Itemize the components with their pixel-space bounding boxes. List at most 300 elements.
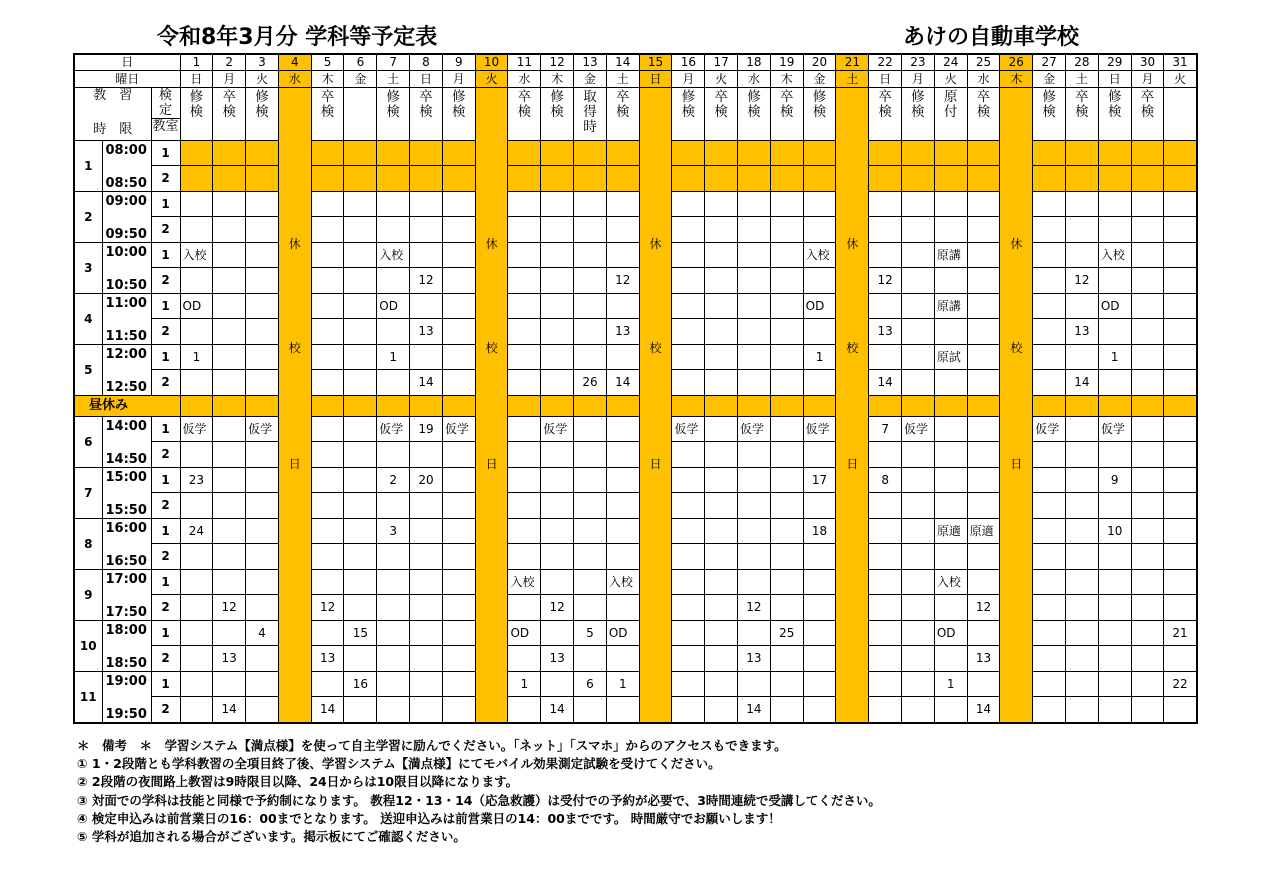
note-line: ① 1・2段階とも学科教習の全項目終了後、学習システム【満点様】にてモバイル効果測定試験を受けてください。 bbox=[77, 756, 721, 772]
schedule-cell bbox=[574, 493, 607, 519]
schedule-cell bbox=[934, 697, 967, 724]
schedule-cell bbox=[213, 442, 246, 468]
schedule-cell bbox=[869, 646, 902, 672]
period-start: 08:00 bbox=[105, 142, 147, 158]
schedule-cell bbox=[967, 621, 1000, 646]
classroom-number: 2 bbox=[151, 166, 180, 192]
schedule-cell bbox=[541, 468, 574, 493]
lunch-cell bbox=[770, 396, 803, 417]
schedule-cell: 原試 bbox=[934, 345, 967, 370]
schedule-cell bbox=[606, 417, 639, 442]
schedule-cell bbox=[377, 595, 410, 621]
schedule-cell bbox=[213, 544, 246, 570]
classroom-number: 1 bbox=[151, 468, 180, 493]
schedule-cell bbox=[1164, 570, 1197, 595]
schedule-cell bbox=[442, 442, 475, 468]
weekday: 木 bbox=[770, 71, 803, 88]
schedule-cell bbox=[246, 166, 279, 192]
day-number: 4 bbox=[278, 54, 311, 71]
day-number: 26 bbox=[1000, 54, 1033, 71]
schedule-cell bbox=[1164, 294, 1197, 319]
schedule-cell bbox=[541, 370, 574, 396]
schedule-cell bbox=[311, 166, 344, 192]
schedule-cell bbox=[180, 493, 213, 519]
schedule-cell bbox=[672, 570, 705, 595]
lunch-cell bbox=[344, 396, 377, 417]
schedule-cell bbox=[705, 166, 738, 192]
schedule-cell bbox=[442, 243, 475, 268]
schedule-cell bbox=[377, 697, 410, 724]
schedule-cell bbox=[246, 192, 279, 217]
schedule-cell bbox=[869, 519, 902, 544]
schedule-cell bbox=[934, 493, 967, 519]
schedule-cell bbox=[672, 493, 705, 519]
schedule-cell bbox=[705, 294, 738, 319]
day-number: 12 bbox=[541, 54, 574, 71]
schedule-cell bbox=[1098, 595, 1131, 621]
schedule-cell bbox=[377, 319, 410, 345]
schedule-cell bbox=[705, 672, 738, 697]
schedule-cell bbox=[442, 697, 475, 724]
weekday: 火 bbox=[475, 71, 508, 88]
day-number: 22 bbox=[869, 54, 902, 71]
schedule-cell bbox=[803, 595, 836, 621]
weekday: 月 bbox=[213, 71, 246, 88]
schedule-cell bbox=[377, 646, 410, 672]
schedule-cell bbox=[180, 442, 213, 468]
schedule-cell bbox=[672, 468, 705, 493]
lunch-cell bbox=[442, 396, 475, 417]
schedule-cell bbox=[574, 294, 607, 319]
schedule-cell bbox=[180, 595, 213, 621]
schedule-cell bbox=[902, 166, 935, 192]
schedule-cell bbox=[442, 595, 475, 621]
lunch-cell bbox=[246, 396, 279, 417]
weekday: 水 bbox=[508, 71, 541, 88]
schedule-cell bbox=[410, 544, 443, 570]
lunch-cell bbox=[1098, 396, 1131, 417]
schedule-cell bbox=[770, 192, 803, 217]
schedule-cell bbox=[672, 370, 705, 396]
schedule-cell bbox=[541, 442, 574, 468]
weekday: 日 bbox=[410, 71, 443, 88]
schedule-cell bbox=[902, 493, 935, 519]
period-start: 19:00 bbox=[105, 673, 147, 689]
schedule-cell bbox=[213, 621, 246, 646]
schedule-cell bbox=[311, 217, 344, 243]
schedule-cell bbox=[770, 217, 803, 243]
schedule-cell bbox=[246, 294, 279, 319]
schedule-cell bbox=[410, 345, 443, 370]
weekday: 木 bbox=[311, 71, 344, 88]
schedule-cell bbox=[1164, 697, 1197, 724]
exam-cell: 卒 検 bbox=[606, 88, 639, 141]
schedule-cell bbox=[738, 493, 771, 519]
schedule-cell bbox=[967, 345, 1000, 370]
schedule-cell bbox=[1066, 442, 1099, 468]
schedule-cell bbox=[869, 345, 902, 370]
schedule-cell bbox=[344, 519, 377, 544]
schedule-cell bbox=[442, 544, 475, 570]
schedule-cell bbox=[770, 141, 803, 166]
schedule-cell bbox=[738, 243, 771, 268]
period-number: 9 bbox=[74, 570, 102, 621]
period-number: 2 bbox=[74, 192, 102, 243]
schedule-cell bbox=[1131, 621, 1164, 646]
schedule-cell bbox=[705, 370, 738, 396]
schedule-cell bbox=[410, 294, 443, 319]
schedule-cell bbox=[770, 319, 803, 345]
schedule-cell bbox=[246, 243, 279, 268]
schedule-cell: 1 bbox=[377, 345, 410, 370]
weekday: 日 bbox=[869, 71, 902, 88]
schedule-cell bbox=[180, 672, 213, 697]
schedule-cell bbox=[1131, 319, 1164, 345]
schedule-cell: 13 bbox=[410, 319, 443, 345]
schedule-cell bbox=[574, 345, 607, 370]
closed-day-char: 校 bbox=[846, 341, 859, 355]
schedule-cell bbox=[213, 141, 246, 166]
period-time bbox=[102, 243, 151, 294]
schedule-cell bbox=[606, 468, 639, 493]
schedule-cell bbox=[869, 243, 902, 268]
schedule-cell bbox=[803, 319, 836, 345]
day-number: 14 bbox=[606, 54, 639, 71]
schedule-cell bbox=[442, 370, 475, 396]
schedule-cell bbox=[1164, 370, 1197, 396]
schedule-cell bbox=[1033, 166, 1066, 192]
schedule-cell bbox=[902, 243, 935, 268]
schedule-cell bbox=[902, 294, 935, 319]
exam-cell: 卒 検 bbox=[705, 88, 738, 141]
schedule-cell bbox=[1066, 493, 1099, 519]
schedule-cell bbox=[246, 570, 279, 595]
schedule-cell bbox=[705, 268, 738, 294]
exam-cell: 修 検 bbox=[442, 88, 475, 141]
lunch-cell bbox=[180, 396, 213, 417]
day-number: 5 bbox=[311, 54, 344, 71]
schedule-cell bbox=[410, 595, 443, 621]
schedule-cell bbox=[1033, 570, 1066, 595]
schedule-cell bbox=[246, 468, 279, 493]
schedule-cell: 14 bbox=[606, 370, 639, 396]
schedule-cell: 12 bbox=[606, 268, 639, 294]
schedule-cell bbox=[967, 493, 1000, 519]
closed-day-char: 日 bbox=[649, 457, 662, 471]
closed-day-column bbox=[475, 88, 508, 724]
schedule-cell bbox=[1098, 141, 1131, 166]
schedule-cell bbox=[1098, 319, 1131, 345]
schedule-cell: 原講 bbox=[934, 243, 967, 268]
schedule-cell bbox=[344, 319, 377, 345]
schedule-cell: 17 bbox=[803, 468, 836, 493]
schedule-cell bbox=[311, 493, 344, 519]
schedule-cell bbox=[213, 192, 246, 217]
schedule-cell bbox=[934, 192, 967, 217]
page-title: 令和8年3月分 学科等予定表 bbox=[157, 25, 438, 50]
schedule-cell bbox=[246, 493, 279, 519]
period-number: 8 bbox=[74, 519, 102, 570]
schedule-cell bbox=[967, 417, 1000, 442]
schedule-cell bbox=[1098, 621, 1131, 646]
schedule-cell bbox=[803, 141, 836, 166]
schedule-cell bbox=[705, 442, 738, 468]
schedule-cell bbox=[574, 217, 607, 243]
schedule-cell bbox=[541, 345, 574, 370]
classroom-number: 1 bbox=[151, 345, 180, 370]
schedule-cell: 25 bbox=[770, 621, 803, 646]
schedule-cell bbox=[574, 417, 607, 442]
schedule-cell bbox=[508, 468, 541, 493]
closed-day-char: 休 bbox=[485, 237, 498, 251]
schedule-cell bbox=[1033, 268, 1066, 294]
schedule-cell bbox=[1033, 345, 1066, 370]
schedule-cell bbox=[770, 370, 803, 396]
schedule-cell bbox=[442, 294, 475, 319]
schedule-cell bbox=[213, 319, 246, 345]
schedule-cell bbox=[738, 570, 771, 595]
schedule-cell: 1 bbox=[180, 345, 213, 370]
schedule-cell bbox=[1131, 493, 1164, 519]
exam-label: 検 定 bbox=[152, 88, 180, 119]
schedule-cell bbox=[934, 166, 967, 192]
exam-cell: 卒 検 bbox=[508, 88, 541, 141]
day-number: 7 bbox=[377, 54, 410, 71]
lunch-cell bbox=[311, 396, 344, 417]
classroom-number: 2 bbox=[151, 217, 180, 243]
schedule-cell: 6 bbox=[574, 672, 607, 697]
schedule-cell bbox=[934, 595, 967, 621]
schedule-cell bbox=[738, 345, 771, 370]
period-start: 12:00 bbox=[105, 346, 147, 362]
schedule-cell bbox=[869, 217, 902, 243]
closed-day-column bbox=[1000, 88, 1033, 724]
schedule-cell bbox=[803, 646, 836, 672]
schedule-cell bbox=[1066, 417, 1099, 442]
schedule-cell bbox=[541, 217, 574, 243]
schedule-cell bbox=[672, 268, 705, 294]
schedule-cell bbox=[967, 672, 1000, 697]
schedule-cell bbox=[180, 621, 213, 646]
schedule-cell bbox=[574, 141, 607, 166]
lunch-cell bbox=[869, 396, 902, 417]
schedule-cell bbox=[574, 268, 607, 294]
schedule-cell bbox=[803, 442, 836, 468]
schedule-cell: 13 bbox=[541, 646, 574, 672]
schedule-cell bbox=[902, 268, 935, 294]
schedule-cell: 13 bbox=[606, 319, 639, 345]
schedule-cell bbox=[410, 493, 443, 519]
schedule-cell bbox=[246, 519, 279, 544]
schedule-cell bbox=[1066, 544, 1099, 570]
day-number: 15 bbox=[639, 54, 672, 71]
exam-cell: 修 検 bbox=[672, 88, 705, 141]
schedule-cell: 仮学 bbox=[377, 417, 410, 442]
schedule-cell bbox=[967, 370, 1000, 396]
schedule-cell bbox=[902, 345, 935, 370]
schedule-cell: 15 bbox=[344, 621, 377, 646]
schedule-cell bbox=[705, 345, 738, 370]
period-number: 10 bbox=[74, 621, 102, 672]
schedule-cell bbox=[508, 493, 541, 519]
schedule-cell: 入校 bbox=[1098, 243, 1131, 268]
schedule-cell bbox=[1098, 493, 1131, 519]
schedule-cell bbox=[1131, 672, 1164, 697]
schedule-cell bbox=[344, 417, 377, 442]
period-start: 17:00 bbox=[105, 571, 147, 587]
weekday: 火 bbox=[246, 71, 279, 88]
schedule-cell: 入校 bbox=[377, 243, 410, 268]
schedule-cell bbox=[672, 217, 705, 243]
period-number: 6 bbox=[74, 417, 102, 468]
schedule-cell bbox=[311, 268, 344, 294]
schedule-cell bbox=[1033, 468, 1066, 493]
period-end: 16:50 bbox=[105, 553, 147, 569]
schedule-cell bbox=[770, 595, 803, 621]
schedule-cell bbox=[705, 544, 738, 570]
schedule-cell bbox=[213, 243, 246, 268]
schedule-cell bbox=[180, 192, 213, 217]
day-number: 19 bbox=[770, 54, 803, 71]
lunch-cell bbox=[606, 396, 639, 417]
schedule-cell: 入校 bbox=[606, 570, 639, 595]
schedule-cell: OD bbox=[934, 621, 967, 646]
period-time bbox=[102, 621, 151, 672]
schedule-cell bbox=[377, 370, 410, 396]
schedule-cell bbox=[606, 243, 639, 268]
exam-cell: 修 検 bbox=[246, 88, 279, 141]
schedule-cell bbox=[442, 646, 475, 672]
schedule-cell bbox=[246, 370, 279, 396]
schedule-cell: 12 bbox=[311, 595, 344, 621]
schedule-cell: 5 bbox=[574, 621, 607, 646]
schedule-cell bbox=[508, 217, 541, 243]
schedule-cell: 仮学 bbox=[180, 417, 213, 442]
schedule-cell bbox=[246, 442, 279, 468]
weekday: 水 bbox=[738, 71, 771, 88]
closed-day-char: 休 bbox=[846, 237, 859, 251]
schedule-cell bbox=[344, 544, 377, 570]
period-end: 12:50 bbox=[105, 379, 147, 395]
schedule-cell bbox=[1164, 268, 1197, 294]
schedule-cell bbox=[869, 697, 902, 724]
schedule-cell bbox=[967, 166, 1000, 192]
schedule-cell bbox=[377, 672, 410, 697]
exam-cell: 卒 検 bbox=[1131, 88, 1164, 141]
classroom-number: 2 bbox=[151, 268, 180, 294]
closed-day-char: 日 bbox=[846, 457, 859, 471]
schedule-cell bbox=[1131, 697, 1164, 724]
schedule-cell bbox=[967, 243, 1000, 268]
schedule-cell bbox=[803, 697, 836, 724]
schedule-cell bbox=[803, 544, 836, 570]
schedule-cell bbox=[902, 519, 935, 544]
schedule-cell bbox=[705, 468, 738, 493]
lunch-cell bbox=[508, 396, 541, 417]
period-start: 15:00 bbox=[105, 469, 147, 485]
schedule-cell bbox=[606, 697, 639, 724]
schedule-cell bbox=[508, 519, 541, 544]
schedule-cell bbox=[377, 493, 410, 519]
schedule-cell bbox=[508, 417, 541, 442]
day-number: 13 bbox=[574, 54, 607, 71]
schedule-cell bbox=[705, 697, 738, 724]
lunch-cell bbox=[1131, 396, 1164, 417]
lunch-cell bbox=[803, 396, 836, 417]
schedule-cell bbox=[574, 442, 607, 468]
schedule-cell: 9 bbox=[1098, 468, 1131, 493]
schedule-cell bbox=[1098, 544, 1131, 570]
note-line: ⑤ 学科が追加される場合がございます。掲示板にてご確認ください。 bbox=[77, 829, 466, 845]
period-time bbox=[102, 468, 151, 519]
schedule-cell: 入校 bbox=[934, 570, 967, 595]
weekday: 土 bbox=[606, 71, 639, 88]
weekday: 日 bbox=[180, 71, 213, 88]
schedule-cell bbox=[803, 166, 836, 192]
exam-cell: 卒 検 bbox=[213, 88, 246, 141]
schedule-cell bbox=[869, 595, 902, 621]
schedule-cell: 8 bbox=[869, 468, 902, 493]
schedule-cell bbox=[803, 217, 836, 243]
schedule-cell: 4 bbox=[246, 621, 279, 646]
schedule-cell bbox=[738, 672, 771, 697]
schedule-cell: 21 bbox=[1164, 621, 1197, 646]
day-number: 1 bbox=[180, 54, 213, 71]
schedule-cell bbox=[541, 519, 574, 544]
schedule-cell bbox=[377, 268, 410, 294]
schedule-cell bbox=[541, 672, 574, 697]
day-number: 9 bbox=[442, 54, 475, 71]
schedule-cell bbox=[213, 268, 246, 294]
day-number: 27 bbox=[1033, 54, 1066, 71]
schedule-cell: 20 bbox=[410, 468, 443, 493]
schedule-cell bbox=[1066, 570, 1099, 595]
schedule-cell bbox=[770, 544, 803, 570]
classroom-number: 1 bbox=[151, 417, 180, 442]
schedule-cell bbox=[246, 544, 279, 570]
schedule-cell bbox=[1033, 192, 1066, 217]
schedule-cell bbox=[442, 319, 475, 345]
schedule-cell: 12 bbox=[213, 595, 246, 621]
schedule-cell bbox=[869, 544, 902, 570]
schedule-cell bbox=[574, 697, 607, 724]
weekday: 金 bbox=[803, 71, 836, 88]
schedule-cell bbox=[902, 442, 935, 468]
schedule-cell bbox=[311, 672, 344, 697]
schedule-cell bbox=[311, 370, 344, 396]
lunch-cell bbox=[1066, 396, 1099, 417]
schedule-cell bbox=[672, 345, 705, 370]
closed-day-char: 日 bbox=[485, 457, 498, 471]
schedule-cell: 26 bbox=[574, 370, 607, 396]
schedule-cell bbox=[410, 141, 443, 166]
schedule-cell bbox=[442, 141, 475, 166]
schedule-cell bbox=[213, 370, 246, 396]
schedule-cell bbox=[738, 468, 771, 493]
period-number: 11 bbox=[74, 672, 102, 724]
schedule-cell bbox=[869, 621, 902, 646]
schedule-cell bbox=[672, 141, 705, 166]
weekday: 土 bbox=[377, 71, 410, 88]
schedule-cell bbox=[442, 217, 475, 243]
schedule-cell bbox=[606, 519, 639, 544]
period-end: 18:50 bbox=[105, 655, 147, 671]
schedule-cell bbox=[541, 493, 574, 519]
schedule-cell bbox=[213, 417, 246, 442]
period-number: 4 bbox=[74, 294, 102, 345]
schedule-cell bbox=[1066, 166, 1099, 192]
schedule-cell bbox=[738, 370, 771, 396]
